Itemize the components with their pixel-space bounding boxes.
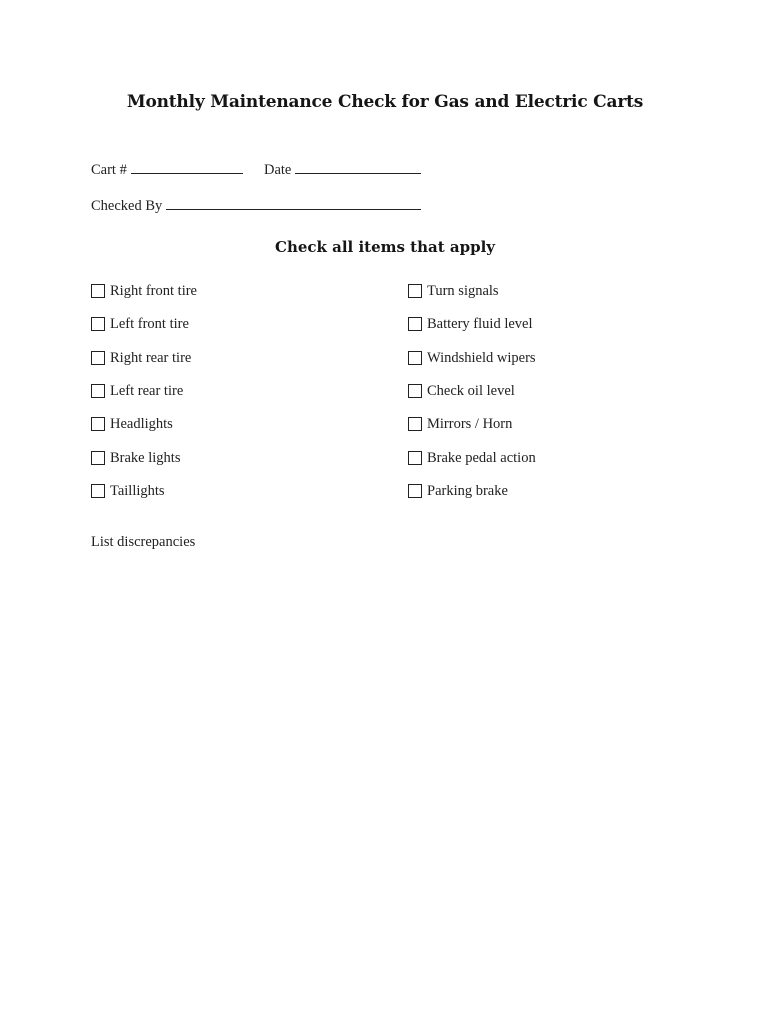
discrepancies-label: List discrepancies: [91, 534, 196, 550]
checklist-item[interactable]: [408, 314, 533, 334]
checkbox[interactable]: [91, 384, 105, 398]
checklist-item-label: Turn signals: [427, 282, 499, 299]
checklist-item-label: Left front tire: [110, 315, 189, 332]
checklist-item-label: Check oil level: [427, 382, 515, 399]
checkbox[interactable]: [91, 484, 105, 498]
checkbox[interactable]: [408, 484, 422, 498]
checkbox[interactable]: [408, 384, 422, 398]
checked-by-line[interactable]: [166, 197, 421, 210]
checklist-item-label: Windshield wipers: [427, 349, 536, 366]
checkbox[interactable]: [91, 451, 105, 465]
checklist-item[interactable]: [91, 281, 197, 301]
checklist-item-label: Parking brake: [427, 482, 508, 499]
checkbox[interactable]: [408, 284, 422, 298]
checkbox[interactable]: [408, 317, 422, 331]
date-label: Date: [264, 162, 292, 178]
checklist-item-label: Right rear tire: [110, 349, 192, 366]
checklist-item[interactable]: [408, 381, 515, 401]
checkbox[interactable]: [91, 317, 105, 331]
cart-number-line[interactable]: [131, 161, 243, 174]
checkbox[interactable]: [91, 351, 105, 365]
checkbox[interactable]: [91, 417, 105, 431]
page-title: Monthly Maintenance Check for Gas and Electric Carts: [126, 92, 644, 112]
date-line[interactable]: [295, 161, 421, 174]
checked-by-label: Checked By: [91, 198, 163, 214]
checklist-item[interactable]: [408, 448, 536, 468]
checklist-item[interactable]: [91, 448, 180, 468]
checklist-item[interactable]: [408, 281, 499, 301]
checklist-item-label: Battery fluid level: [427, 315, 533, 332]
checklist-item[interactable]: [91, 414, 173, 434]
checklist-item[interactable]: [408, 481, 508, 501]
cart-number-field: [91, 161, 243, 179]
checklist-item-label: Brake pedal action: [427, 449, 536, 466]
checklist-item[interactable]: [408, 414, 512, 434]
checklist-item[interactable]: [91, 381, 183, 401]
checkbox[interactable]: [408, 417, 422, 431]
checklist-item-label: Brake lights: [110, 449, 181, 466]
checkbox[interactable]: [408, 351, 422, 365]
checkbox[interactable]: [408, 451, 422, 465]
checklist-item[interactable]: [408, 348, 536, 368]
checklist-item-label: Left rear tire: [110, 382, 184, 399]
checked-by-field: [91, 197, 421, 215]
section-heading: Check all items that apply: [275, 238, 495, 256]
cart-number-label: Cart #: [91, 162, 127, 178]
checklist-item-label: Headlights: [110, 415, 173, 432]
checklist-item[interactable]: [91, 314, 189, 334]
checkbox[interactable]: [91, 284, 105, 298]
date-field: [264, 161, 421, 179]
checklist-item[interactable]: [91, 481, 165, 501]
checklist-item-label: Mirrors / Horn: [427, 415, 513, 432]
checklist-item[interactable]: [91, 348, 191, 368]
checklist-item-label: Right front tire: [110, 282, 197, 299]
checklist-item-label: Taillights: [110, 482, 165, 499]
